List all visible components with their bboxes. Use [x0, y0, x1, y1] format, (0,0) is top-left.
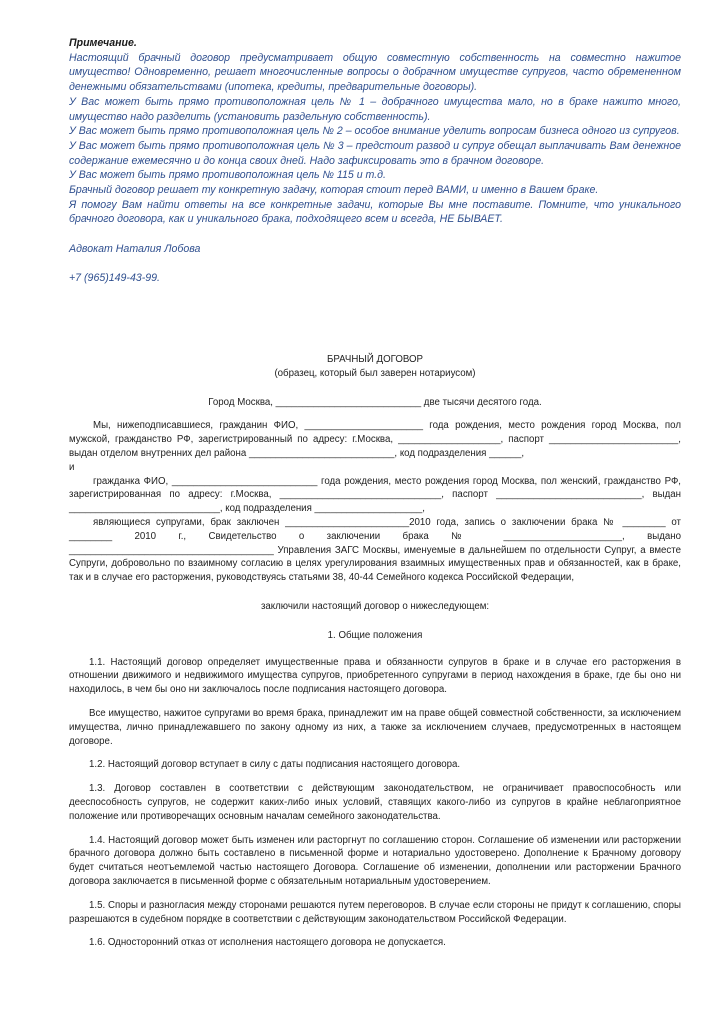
clause-1-1: 1.1. Настоящий договор определяет имущественные права и обязанности супругов в браке и в случае его расторжения в отношении движимого и недвижимого имущества супругов, приобретенного супругами в период нахождения в браке, где бы оно ни находилось, в чем бы оно ни заключалось после подписания настоящего договора.: [69, 656, 681, 696]
conjunction: и: [69, 461, 75, 473]
note-line: Брачный договор решает ту конкретную задачу, которая стоит перед ВАМИ, и именно в Вашем браке.: [69, 184, 599, 197]
contract-title: БРАЧНЫЙ ДОГОВОР: [326, 354, 424, 365]
note-line: У Вас может быть прямо противоположная цель № 2 – особое внимание уделить вопросам бизнеса одного из супругов.: [69, 125, 680, 138]
clause-1-1-continued: Все имущество, нажитое супругами во время брака, принадлежит им на праве общей совместной собственности, за исключением имущества, лично принадлежавшего по закону одному из них, а также за исключением случаев, предусмотренных в настоящем договоре.: [69, 707, 681, 747]
clause-1-4: 1.4. Настоящий договор может быть изменен или расторгнут по соглашению сторон. Соглашение об изменении или расторжении брачного договора должно быть составлено в письменной форме и нотариально удостоверено. Дополнение к Брачному договору будет считаться неотъемлемой частью настоящего Договора. Соглашение об изменении, дополнении или расторжении Брачного договора заключается в письменной форме с обязательным нотариальным удостоверением.: [69, 834, 681, 887]
note-line: У Вас может быть прямо противоположная цель № 3 – предстоит развод и супруг обещал выплачивать Вам денежное содержание ежемесячно и до конца своих дней. Надо зафиксировать это в брачном договоре.: [69, 139, 681, 167]
clause-1-6: 1.6. Односторонний отказ от исполнения настоящего договора не допускается.: [89, 937, 446, 949]
clause-1-3: 1.3. Договор составлен в соответствии с действующим законодательством, не ограничивает правоспособность или дееспособность супругов, не содержит каких-либо иных условий, ставящих какого-либо из супругов в крайне неблагоприятное положение или противоречащих основным началам семейного законодательства.: [69, 783, 681, 822]
note-signature: Адвокат Наталия Лобова: [69, 242, 201, 255]
clause-1-2: 1.2. Настоящий договор вступает в силу с даты подписания настоящего договора.: [89, 759, 461, 771]
note-line: Я помогу Вам найти ответы на все конкретные задачи, которые Вы мне поставите. Помните, что уникального брачного договора, как и уникального брака, подходящего всем и всегда, НЕ БЫВАЕТ.: [69, 198, 681, 226]
contract-body: [69, 353, 681, 950]
note-block: [69, 36, 681, 286]
contract-subtitle: (образец, который был заверен нотариусом): [274, 367, 476, 379]
note-line: У Вас может быть прямо противоположная цель № 115 и т.д.: [69, 169, 386, 182]
concluded-line: заключили настоящий договор о нижеследующем:: [260, 600, 490, 612]
clause-1-5: 1.5. Споры и разногласия между сторонами решаются путем переговоров. В случае если стороны не придут к соглашению, споры разрешаются в судебном порядке в соответствии с действующим законодательством Российской Федерации.: [69, 899, 681, 925]
note-line: Настоящий брачный договор предусматривает общую совместную собственность на совместно нажитое имущество! Одновременно, решает многочисленные вопросы о добрачном имуществе супругов, часто обремененном денежными обязательствами (ипотека, кредиты, предварительные договоры).: [69, 51, 681, 94]
party-wife: гражданка ФИО, ___________________________ года рождения, место рождения город Москва, пол женский, гражданство РФ, зарегистрированная по адресу: г.Москва, ______________________________, паспорт ___________________________, выдан ____________________________, код подразделения ____________________,: [69, 475, 681, 515]
city-line: Город Москва, ___________________________ две тысячи десятого года.: [208, 396, 542, 408]
party-husband: Мы, нижеподписавшиеся, гражданин ФИО, ______________________ года рождения, место рождения город Москва, пол мужской, гражданство РФ, зарегистрированный по адресу: г.Москва, ___________________, паспорт ________________________, выдан отделом внутренних дел района ___________________________, код подразделения ______,: [69, 420, 681, 459]
spouses-clause: являющиеся супругами, брак заключен _______________________2010 года, запись о заключении брака № ________ от ________ 2010 г., Свидетельство о заключении брака № ______________________, выдано ______________________________________ Управления ЗАГС Москвы, именуемые в дальнейшем по отдельности Супруг, а вместе Супруги, добровольно по взаимному согласию в целях урегулирования взаимных имущественных прав и обязанностей, как в браке, так и в случае его расторжения, руководствуясь статьями 38, 40-44 Семейного кодекса Российской Федерации,: [69, 516, 681, 584]
note-title: Примечание.: [69, 37, 137, 49]
note-phone: +7 (965)149-43-99.: [69, 272, 160, 285]
section-heading: 1. Общие положения: [327, 629, 423, 641]
note-line: У Вас может быть прямо противоположная цель № 1 – добрачного имущества мало, но в браке нажито много, имущество надо разделить (установить раздельную собственность).: [69, 95, 681, 123]
